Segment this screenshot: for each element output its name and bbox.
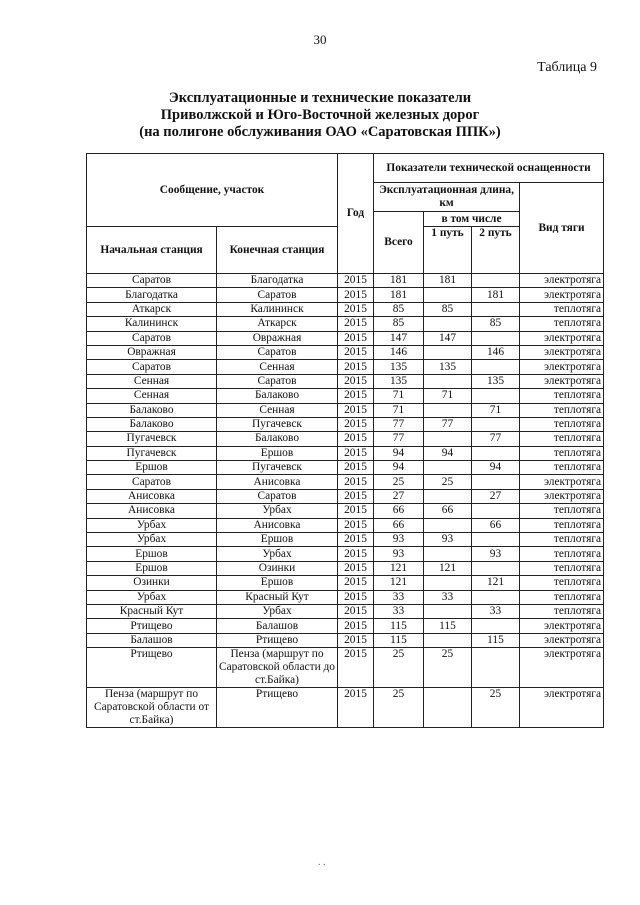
cell-year: 2015 <box>338 648 374 688</box>
cell-start: Саратов <box>87 331 217 345</box>
cell-year: 2015 <box>338 533 374 547</box>
cell-year: 2015 <box>338 518 374 532</box>
cell-track2: 33 <box>472 604 520 618</box>
cell-track2: 85 <box>472 317 520 331</box>
cell-end: Саратов <box>217 374 338 388</box>
table-row <box>87 533 604 547</box>
cell-start: Балаково <box>87 403 217 417</box>
cell-track2: 71 <box>472 403 520 417</box>
cell-track2 <box>472 533 520 547</box>
cell-traction: электротяга <box>520 345 604 359</box>
cell-total: 71 <box>374 403 424 417</box>
cell-track1 <box>424 688 472 728</box>
cell-track1 <box>424 432 472 446</box>
cell-track1 <box>424 633 472 647</box>
document-title <box>0 90 640 141</box>
cell-start: Ртищево <box>87 648 217 688</box>
cell-total: 121 <box>374 576 424 590</box>
cell-track2 <box>472 475 520 489</box>
header-tech: Показатели технической оснащенности <box>374 154 604 183</box>
cell-end: Ртищево <box>217 688 338 728</box>
cell-total: 27 <box>374 489 424 503</box>
cell-year: 2015 <box>338 688 374 728</box>
table-row <box>87 489 604 503</box>
cell-year: 2015 <box>338 633 374 647</box>
cell-track2 <box>472 417 520 431</box>
cell-traction: электротяга <box>520 633 604 647</box>
cell-total: 93 <box>374 533 424 547</box>
cell-traction: теплотяга <box>520 446 604 460</box>
cell-track1: 135 <box>424 360 472 374</box>
header-end: Конечная станция <box>217 227 338 274</box>
cell-track1: 25 <box>424 648 472 688</box>
cell-track2: 93 <box>472 547 520 561</box>
cell-end: Балашов <box>217 619 338 633</box>
cell-traction: теплотяга <box>520 533 604 547</box>
cell-track2: 94 <box>472 461 520 475</box>
cell-traction: электротяга <box>520 374 604 388</box>
title-line: (на полигоне обслуживания ОАО «Саратовская ППК») <box>139 124 501 140</box>
cell-start: Анисовка <box>87 504 217 518</box>
table-row <box>87 274 604 288</box>
cell-traction: теплотяга <box>520 461 604 475</box>
cell-total: 135 <box>374 360 424 374</box>
cell-year: 2015 <box>338 619 374 633</box>
cell-end: Саратов <box>217 489 338 503</box>
cell-end: Овражная <box>217 331 338 345</box>
cell-start: Ртищево <box>87 619 217 633</box>
cell-traction: теплотяга <box>520 590 604 604</box>
header-track1: 1 путь <box>424 227 472 274</box>
cell-track1: 77 <box>424 417 472 431</box>
cell-start: Аткарск <box>87 302 217 316</box>
cell-year: 2015 <box>338 360 374 374</box>
cell-total: 181 <box>374 288 424 302</box>
cell-total: 94 <box>374 461 424 475</box>
table-row <box>87 403 604 417</box>
cell-end: Пенза (маршрут по Саратовской области до ст.Байка) <box>217 648 338 688</box>
cell-year: 2015 <box>338 331 374 345</box>
cell-end: Анисовка <box>217 518 338 532</box>
cell-year: 2015 <box>338 288 374 302</box>
cell-total: 25 <box>374 648 424 688</box>
header-section: Сообщение, участок <box>87 154 338 227</box>
cell-start: Овражная <box>87 345 217 359</box>
cell-end: Ершов <box>217 533 338 547</box>
cell-traction: теплотяга <box>520 518 604 532</box>
cell-end: Аткарск <box>217 317 338 331</box>
cell-track1: 85 <box>424 302 472 316</box>
cell-year: 2015 <box>338 389 374 403</box>
table-row <box>87 345 604 359</box>
cell-track2: 77 <box>472 432 520 446</box>
cell-year: 2015 <box>338 374 374 388</box>
cell-end: Пугачевск <box>217 461 338 475</box>
cell-traction: теплотяга <box>520 389 604 403</box>
cell-traction: теплотяга <box>520 504 604 518</box>
header-year: Год <box>338 154 374 274</box>
cell-track2 <box>472 302 520 316</box>
cell-end: Ртищево <box>217 633 338 647</box>
cell-end: Анисовка <box>217 475 338 489</box>
cell-track1: 94 <box>424 446 472 460</box>
table-row <box>87 288 604 302</box>
title-line: Эксплуатационные и технические показатели <box>168 90 472 106</box>
cell-end: Озинки <box>217 561 338 575</box>
header-length: Эксплуатационная длина, км <box>374 183 520 212</box>
cell-track1 <box>424 345 472 359</box>
indicators-table <box>86 153 604 728</box>
cell-track2 <box>472 590 520 604</box>
cell-traction: электротяга <box>520 489 604 503</box>
cell-track1: 66 <box>424 504 472 518</box>
cell-year: 2015 <box>338 403 374 417</box>
cell-end: Красный Кут <box>217 590 338 604</box>
table-row <box>87 633 604 647</box>
cell-end: Балаково <box>217 432 338 446</box>
cell-traction: теплотяга <box>520 317 604 331</box>
cell-track2: 115 <box>472 633 520 647</box>
cell-end: Саратов <box>217 345 338 359</box>
cell-track1: 25 <box>424 475 472 489</box>
cell-total: 121 <box>374 561 424 575</box>
cell-traction: электротяга <box>520 288 604 302</box>
cell-track1: 115 <box>424 619 472 633</box>
cell-track2 <box>472 619 520 633</box>
cell-year: 2015 <box>338 561 374 575</box>
table-row <box>87 389 604 403</box>
cell-traction: теплотяга <box>520 302 604 316</box>
cell-total: 25 <box>374 475 424 489</box>
cell-start: Калининск <box>87 317 217 331</box>
cell-year: 2015 <box>338 461 374 475</box>
cell-year: 2015 <box>338 317 374 331</box>
cell-traction: теплотяга <box>520 576 604 590</box>
cell-track2 <box>472 648 520 688</box>
table-row <box>87 417 604 431</box>
header-start: Начальная станция <box>87 227 217 274</box>
title-line: Приволжской и Юго-Восточной железных дорог <box>160 107 480 123</box>
cell-total: 85 <box>374 317 424 331</box>
cell-end: Сенная <box>217 403 338 417</box>
cell-total: 71 <box>374 389 424 403</box>
cell-track1 <box>424 288 472 302</box>
cell-start: Пугачевск <box>87 432 217 446</box>
cell-track2: 146 <box>472 345 520 359</box>
cell-start: Балаково <box>87 417 217 431</box>
cell-total: 77 <box>374 417 424 431</box>
cell-year: 2015 <box>338 504 374 518</box>
table-row <box>87 461 604 475</box>
cell-track1 <box>424 489 472 503</box>
cell-traction: теплотяга <box>520 417 604 431</box>
cell-total: 93 <box>374 547 424 561</box>
cell-track1 <box>424 374 472 388</box>
cell-track1 <box>424 576 472 590</box>
table-row <box>87 374 604 388</box>
cell-track2: 27 <box>472 489 520 503</box>
cell-end: Пугачевск <box>217 417 338 431</box>
table-row <box>87 604 604 618</box>
cell-total: 66 <box>374 504 424 518</box>
cell-track2 <box>472 561 520 575</box>
cell-track1 <box>424 518 472 532</box>
cell-traction: электротяга <box>520 688 604 728</box>
cell-start: Урбах <box>87 533 217 547</box>
table-label: Таблица 9 <box>537 60 597 75</box>
cell-traction: теплотяга <box>520 403 604 417</box>
cell-track1: 33 <box>424 590 472 604</box>
footer-mark: . . <box>318 857 326 868</box>
cell-track2: 135 <box>472 374 520 388</box>
cell-total: 33 <box>374 590 424 604</box>
cell-year: 2015 <box>338 302 374 316</box>
cell-end: Сенная <box>217 360 338 374</box>
cell-total: 135 <box>374 374 424 388</box>
cell-start: Анисовка <box>87 489 217 503</box>
cell-total: 33 <box>374 604 424 618</box>
cell-year: 2015 <box>338 576 374 590</box>
cell-year: 2015 <box>338 432 374 446</box>
table-row <box>87 518 604 532</box>
cell-end: Калининск <box>217 302 338 316</box>
cell-total: 94 <box>374 446 424 460</box>
table-row <box>87 576 604 590</box>
cell-track2 <box>472 389 520 403</box>
header-including: в том числе <box>424 212 520 227</box>
cell-traction: электротяга <box>520 619 604 633</box>
cell-end: Урбах <box>217 547 338 561</box>
cell-end: Ершов <box>217 446 338 460</box>
cell-start: Пугачевск <box>87 446 217 460</box>
cell-track2 <box>472 274 520 288</box>
table-row <box>87 475 604 489</box>
cell-track2 <box>472 360 520 374</box>
cell-start: Саратов <box>87 274 217 288</box>
cell-start: Красный Кут <box>87 604 217 618</box>
cell-start: Саратов <box>87 475 217 489</box>
cell-total: 66 <box>374 518 424 532</box>
table-row <box>87 302 604 316</box>
cell-total: 147 <box>374 331 424 345</box>
cell-year: 2015 <box>338 417 374 431</box>
header-total: Всего <box>374 212 424 274</box>
cell-traction: электротяга <box>520 475 604 489</box>
cell-total: 85 <box>374 302 424 316</box>
table-row <box>87 446 604 460</box>
table-row <box>87 317 604 331</box>
table-row <box>87 331 604 345</box>
cell-total: 115 <box>374 619 424 633</box>
cell-track2: 181 <box>472 288 520 302</box>
cell-track2 <box>472 504 520 518</box>
cell-track2: 25 <box>472 688 520 728</box>
cell-start: Озинки <box>87 576 217 590</box>
table-row <box>87 504 604 518</box>
cell-start: Пенза (маршрут по Саратовской области от ст.Байка) <box>87 688 217 728</box>
table-row <box>87 619 604 633</box>
cell-end: Ершов <box>217 576 338 590</box>
cell-track2 <box>472 331 520 345</box>
cell-traction: электротяга <box>520 331 604 345</box>
table-row <box>87 590 604 604</box>
cell-total: 25 <box>374 688 424 728</box>
cell-start: Сенная <box>87 374 217 388</box>
table-row <box>87 547 604 561</box>
table-row <box>87 432 604 446</box>
cell-track1 <box>424 547 472 561</box>
cell-track1: 147 <box>424 331 472 345</box>
cell-year: 2015 <box>338 547 374 561</box>
cell-traction: теплотяга <box>520 604 604 618</box>
cell-end: Саратов <box>217 288 338 302</box>
cell-start: Благодатка <box>87 288 217 302</box>
cell-track1 <box>424 403 472 417</box>
cell-track2: 66 <box>472 518 520 532</box>
cell-start: Ершов <box>87 547 217 561</box>
cell-year: 2015 <box>338 274 374 288</box>
cell-track1: 93 <box>424 533 472 547</box>
cell-start: Балашов <box>87 633 217 647</box>
cell-year: 2015 <box>338 489 374 503</box>
cell-year: 2015 <box>338 345 374 359</box>
cell-year: 2015 <box>338 446 374 460</box>
cell-traction: теплотяга <box>520 561 604 575</box>
table-row <box>87 648 604 688</box>
cell-track1 <box>424 604 472 618</box>
cell-year: 2015 <box>338 604 374 618</box>
cell-end: Урбах <box>217 504 338 518</box>
cell-year: 2015 <box>338 590 374 604</box>
cell-track1 <box>424 461 472 475</box>
cell-track1: 181 <box>424 274 472 288</box>
page-number: 30 <box>313 32 327 47</box>
cell-end: Балаково <box>217 389 338 403</box>
cell-start: Урбах <box>87 518 217 532</box>
cell-start: Ершов <box>87 561 217 575</box>
cell-total: 181 <box>374 274 424 288</box>
cell-total: 77 <box>374 432 424 446</box>
cell-start: Сенная <box>87 389 217 403</box>
cell-end: Урбах <box>217 604 338 618</box>
cell-track1 <box>424 317 472 331</box>
cell-traction: электротяга <box>520 648 604 688</box>
table-row <box>87 688 604 728</box>
header-traction: Вид тяги <box>520 183 604 274</box>
cell-year: 2015 <box>338 475 374 489</box>
table-row <box>87 561 604 575</box>
cell-traction: электротяга <box>520 274 604 288</box>
cell-traction: теплотяга <box>520 432 604 446</box>
cell-end: Благодатка <box>217 274 338 288</box>
header-track2: 2 путь <box>472 227 520 274</box>
cell-total: 146 <box>374 345 424 359</box>
cell-track2 <box>472 446 520 460</box>
cell-track2: 121 <box>472 576 520 590</box>
cell-track1: 71 <box>424 389 472 403</box>
cell-start: Саратов <box>87 360 217 374</box>
table-row <box>87 360 604 374</box>
cell-traction: электротяга <box>520 360 604 374</box>
cell-traction: теплотяга <box>520 547 604 561</box>
cell-total: 115 <box>374 633 424 647</box>
cell-start: Урбах <box>87 590 217 604</box>
cell-track1: 121 <box>424 561 472 575</box>
cell-start: Ершов <box>87 461 217 475</box>
